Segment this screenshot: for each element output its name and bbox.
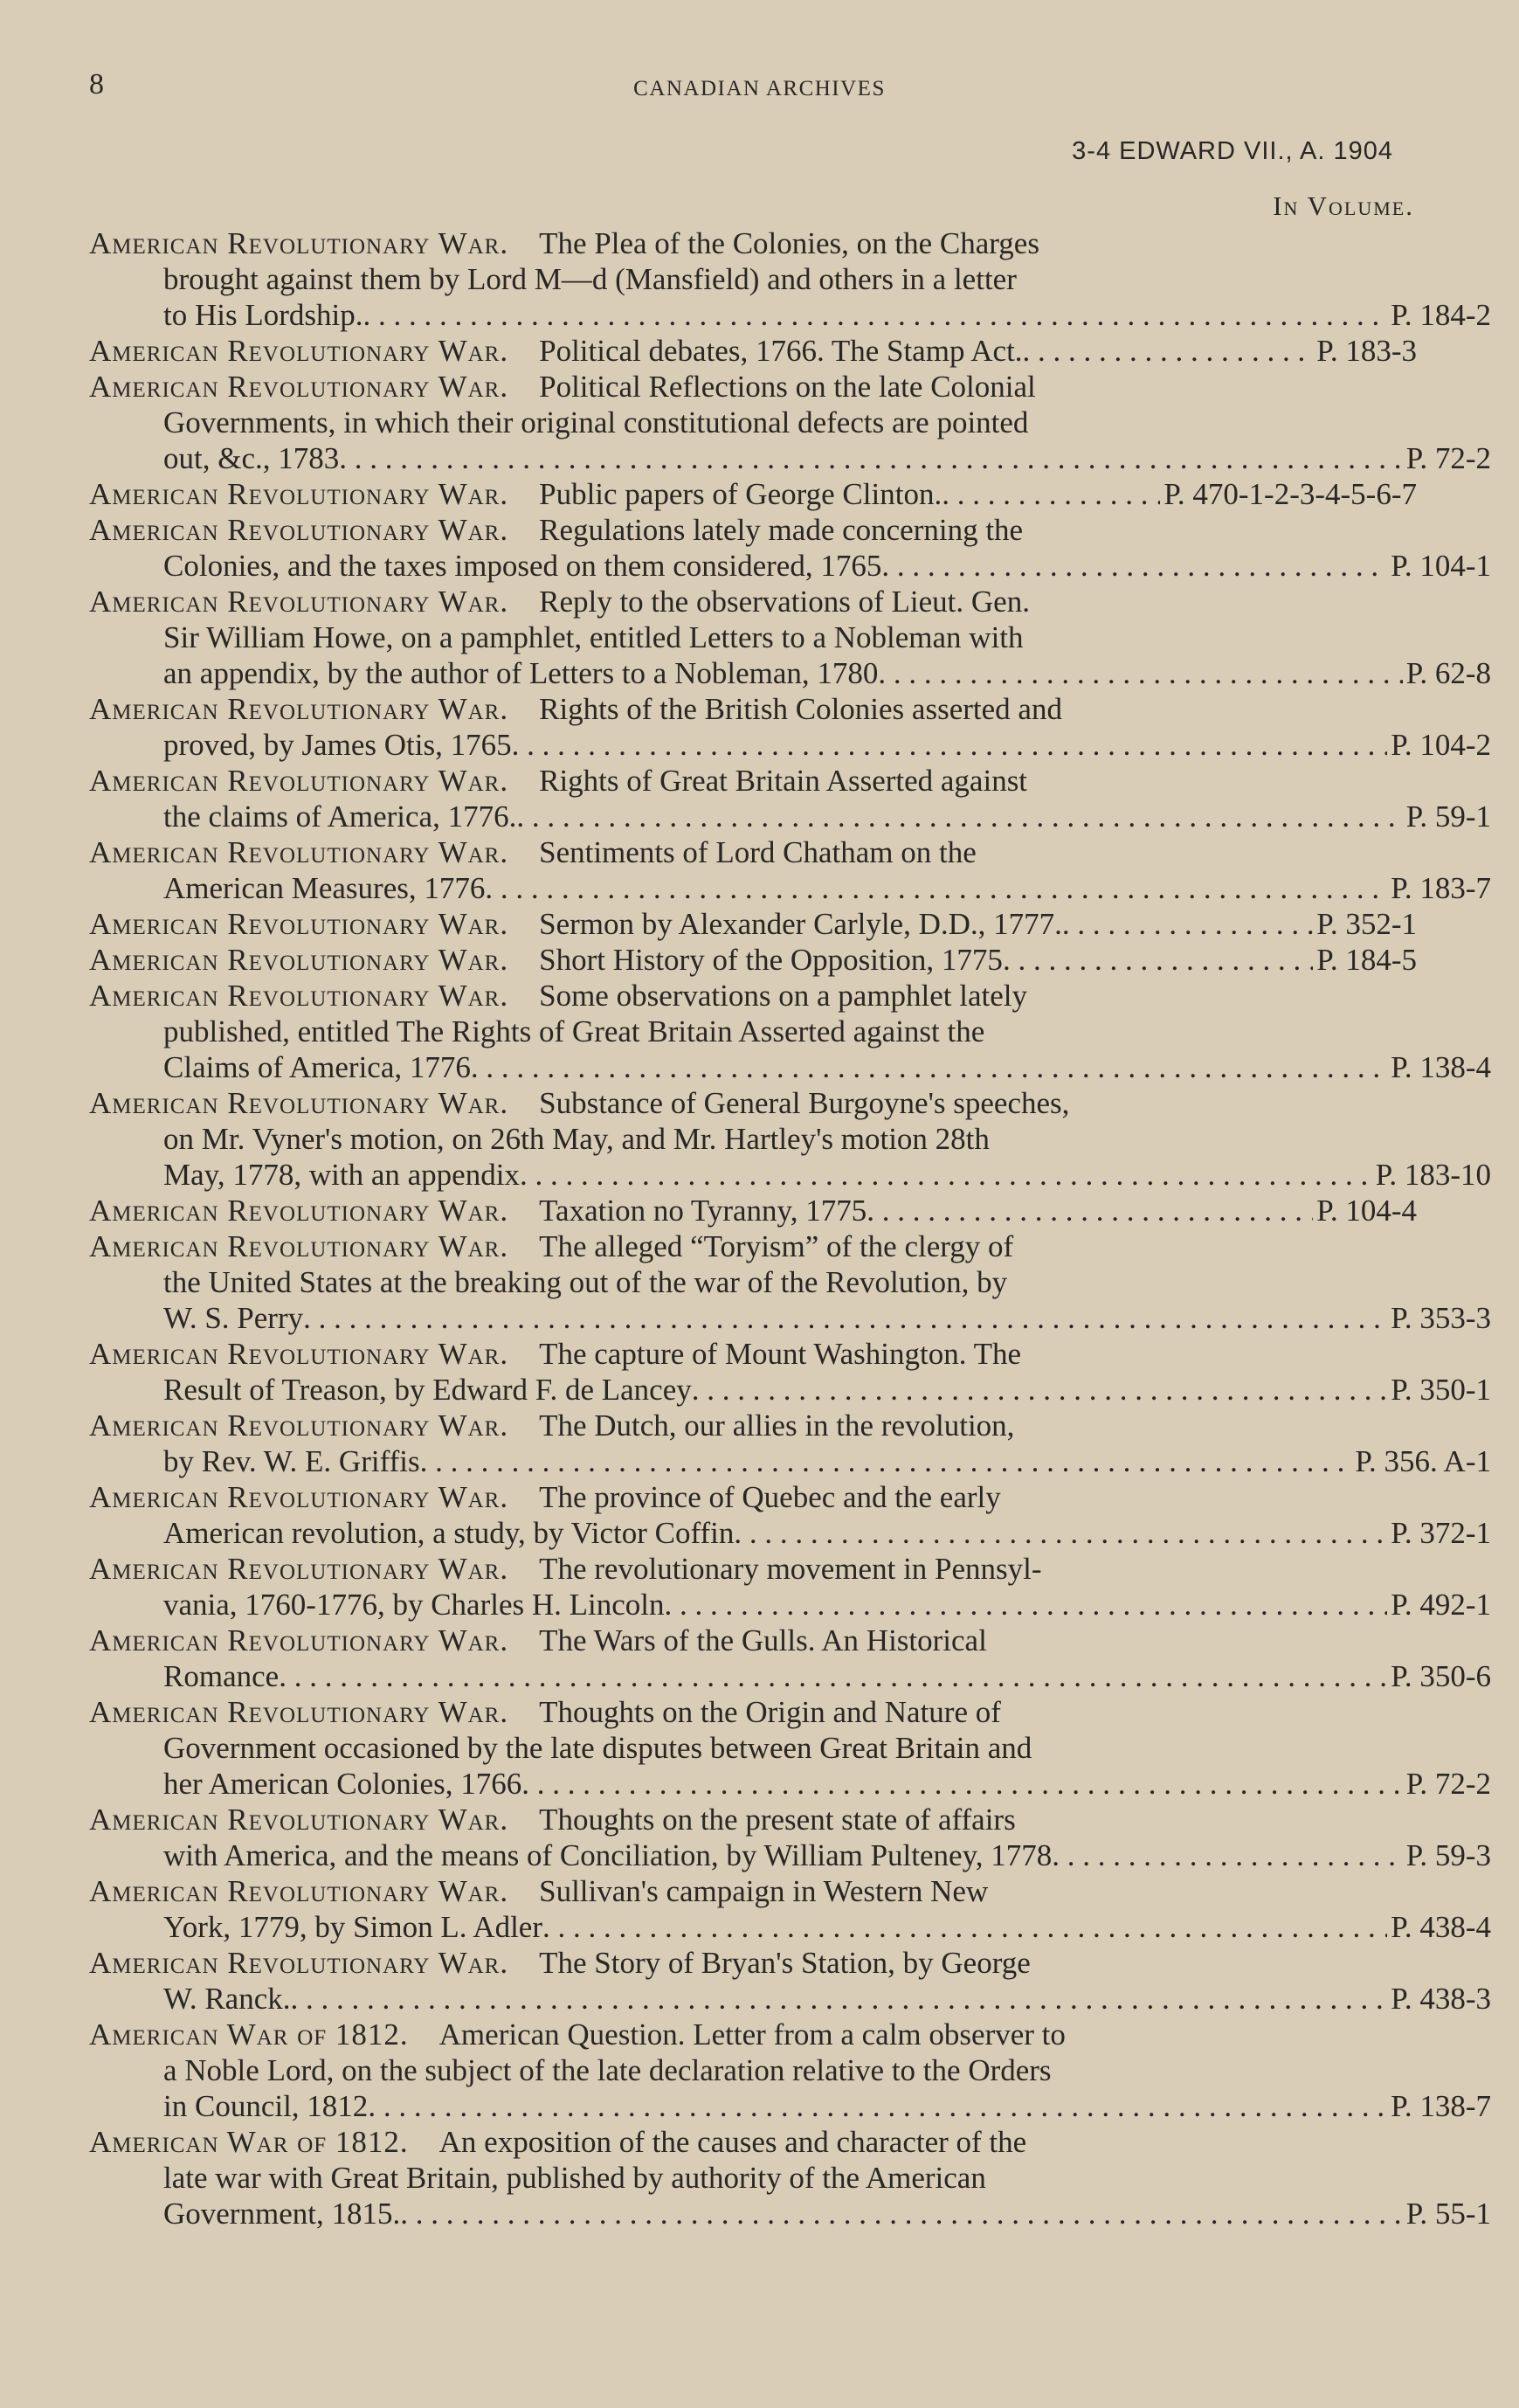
entry-text: American Measures, 1776 <box>163 871 486 905</box>
index-entry <box>89 1408 1491 1479</box>
entry-text: Sentiments of Lord Chatham on the <box>539 835 977 869</box>
entry-line <box>89 978 1242 1014</box>
entry-text: published, entitled The Rights of Great Britain Asserted against the <box>163 1014 985 1048</box>
entry-heading: American Revolutionary War. <box>89 692 509 726</box>
entry-text: Thoughts on the present state of affairs <box>539 1803 1016 1837</box>
dot-leader <box>279 1658 1387 1694</box>
volume-reference: P. 72-2 <box>1405 441 1491 475</box>
index-entry <box>89 1336 1491 1408</box>
entry-line <box>89 1193 1417 1228</box>
entry-line <box>89 1873 1242 1909</box>
entry-line <box>89 297 1491 333</box>
volume-reference: P. 184-5 <box>1316 943 1417 977</box>
entry-line <box>89 1587 1491 1623</box>
entry-text-wrap <box>163 1157 520 1193</box>
dot-leader <box>485 870 1387 906</box>
entry-text: Result of Treason, by Edward F. de Lancey <box>163 1373 692 1407</box>
entry-text-wrap <box>163 1300 303 1336</box>
entry-text-wrap <box>163 2088 368 2124</box>
dot-leader <box>734 1515 1387 1551</box>
entry-line <box>89 1551 1242 1587</box>
entry-text-wrap <box>89 333 1023 369</box>
dot-leader <box>368 2088 1387 2124</box>
dot-leader <box>1003 942 1313 978</box>
entry-text: vania, 1760-1776, by Charles H. Lincoln <box>163 1588 665 1622</box>
entry-text: The revolutionary movement in Pennsyl- <box>539 1552 1042 1586</box>
entry-text: brought against them by Lord M—d (Mansfield) and others in a letter <box>163 262 1017 296</box>
index-entry <box>89 584 1491 691</box>
entry-text: an appendix, by the author of Letters to a Nobleman, 1780 <box>163 656 879 690</box>
entry-text-wrap <box>163 2196 400 2232</box>
entry-text-wrap <box>163 1909 542 1945</box>
volume-reference: P. 492-1 <box>1391 1588 1491 1622</box>
index-entry <box>89 225 1491 333</box>
entry-text-wrap <box>89 369 1036 405</box>
entry-line <box>89 1730 1242 1766</box>
entry-text: Government occasioned by the late disputes between Great Britain and <box>163 1731 1032 1765</box>
entry-text: W. S. Perry <box>163 1301 304 1335</box>
index-entry <box>89 1085 1491 1193</box>
entry-line <box>89 1981 1491 2017</box>
entry-text-wrap <box>89 691 1062 727</box>
volume-reference: P. 352-1 <box>1316 907 1417 941</box>
entry-text-wrap <box>163 727 512 763</box>
entry-text: Reply to the observations of Lieut. Gen. <box>539 585 1030 619</box>
volume-reference: P. 353-3 <box>1391 1301 1491 1335</box>
entry-text-wrap <box>163 261 1017 297</box>
entry-text-wrap <box>163 1515 734 1551</box>
entry-text: her American Colonies, 1766 <box>163 1767 522 1801</box>
volume-reference: P. 59-1 <box>1405 799 1491 834</box>
dot-leader <box>867 1193 1313 1228</box>
entry-line <box>89 1300 1491 1336</box>
entry-text: Sermon by Alexander Carlyle, D.D., 1777. <box>539 907 1062 941</box>
volume-reference: P. 104-4 <box>1316 1194 1417 1228</box>
dot-leader <box>1052 1837 1402 1873</box>
entry-line <box>89 763 1242 799</box>
session-label: 3-4 EDWARD VII., A. 1904 <box>1072 137 1393 165</box>
entry-line <box>89 1085 1242 1121</box>
entry-text: Government, 1815. <box>163 2197 401 2231</box>
entry-text: Regulations lately made concerning the <box>539 513 1024 547</box>
entry-text-wrap <box>89 978 1027 1014</box>
index-entry <box>89 2017 1491 2124</box>
entry-text: Rights of the British Colonies asserted and <box>539 692 1062 726</box>
entry-line <box>89 655 1491 691</box>
entry-heading: American Revolutionary War. <box>89 1552 509 1586</box>
entry-text: May, 1778, with an appendix <box>163 1158 520 1192</box>
entry-text: Sullivan's campaign in Western New <box>539 1874 989 1908</box>
dot-leader <box>303 1300 1387 1336</box>
entry-text-wrap <box>163 1264 1007 1300</box>
entry-line <box>89 261 1242 297</box>
entry-text-wrap <box>163 1730 1032 1766</box>
entry-heading: American Revolutionary War. <box>89 334 509 368</box>
dot-leader <box>1023 333 1314 369</box>
entry-line <box>89 2160 1242 2196</box>
entry-line <box>89 1909 1491 1945</box>
entry-text-wrap <box>89 476 942 512</box>
dot-leader <box>665 1587 1388 1623</box>
dot-leader <box>339 440 1403 476</box>
entry-line <box>89 2124 1242 2160</box>
entry-text: late war with Great Britain, published by authority of the American <box>163 2161 986 2195</box>
entry-text: American revolution, a study, by Victor Coffin <box>163 1516 735 1550</box>
entry-text-wrap <box>89 763 1027 799</box>
index-entry <box>89 1193 1417 1228</box>
entry-text: The Plea of the Colonies, on the Charges <box>539 226 1039 260</box>
entry-text-wrap <box>163 799 516 834</box>
dot-leader <box>542 1909 1387 1945</box>
entry-text: Taxation no Tyranny, 1775 <box>539 1194 867 1228</box>
entry-line <box>89 799 1491 834</box>
entry-text: Romance <box>163 1659 280 1693</box>
entry-line <box>89 548 1491 584</box>
entry-line <box>89 1766 1491 1802</box>
entry-line <box>89 1228 1242 1264</box>
entry-text-wrap <box>89 225 1039 261</box>
entry-heading: American Revolutionary War. <box>89 1946 509 1980</box>
entry-line <box>89 727 1491 763</box>
volume-reference: P. 55-1 <box>1405 2197 1491 2231</box>
entry-text: Political debates, 1766. The Stamp Act. <box>539 334 1023 368</box>
index-entry <box>89 763 1491 834</box>
volume-reference: P. 104-1 <box>1391 549 1491 583</box>
volume-reference: P. 183-10 <box>1375 1158 1491 1192</box>
entry-text-wrap <box>163 2160 986 2196</box>
entry-line <box>89 1945 1242 1981</box>
entry-text: Sir William Howe, on a pamphlet, entitled Letters to a Nobleman with <box>163 620 1024 654</box>
entry-line <box>89 1623 1242 1658</box>
index-entry <box>89 978 1491 1085</box>
index-entry <box>89 942 1417 978</box>
index-entry <box>89 476 1417 512</box>
entry-text: Governments, in which their original constitutional defects are pointed <box>163 405 1029 439</box>
entry-heading: American Revolutionary War. <box>89 764 509 798</box>
entry-text-wrap <box>163 870 485 906</box>
index-entry <box>89 1945 1491 2017</box>
entry-text-wrap <box>89 1873 988 1909</box>
entry-text-wrap <box>89 1479 1001 1515</box>
entry-line <box>89 1443 1491 1479</box>
entry-line <box>89 834 1242 870</box>
index-entry <box>89 1479 1491 1551</box>
volume-reference: P. 372-1 <box>1391 1516 1491 1550</box>
entry-line <box>89 440 1491 476</box>
index-entry <box>89 1873 1491 1945</box>
entry-line <box>89 512 1242 548</box>
entry-line <box>89 1049 1491 1085</box>
entry-text-wrap <box>163 1443 420 1479</box>
entry-text-wrap <box>89 1802 1016 1837</box>
entry-text-wrap <box>89 2017 1066 2052</box>
entry-heading: American Revolutionary War. <box>89 226 509 260</box>
entry-text-wrap <box>163 1658 279 1694</box>
entry-line <box>89 333 1417 369</box>
volume-reference: P. 438-4 <box>1391 1910 1491 1944</box>
entry-text: proved, by James Otis, 1765 <box>163 728 512 762</box>
entry-line <box>89 584 1242 619</box>
volume-reference: P. 62-8 <box>1405 656 1491 690</box>
index-entry <box>89 1228 1491 1336</box>
entry-text-wrap <box>163 1049 471 1085</box>
volume-reference: P. 356. A-1 <box>1355 1444 1491 1478</box>
index-entry <box>89 1623 1491 1694</box>
entry-text-wrap <box>89 1193 867 1228</box>
entry-line <box>89 2052 1242 2088</box>
entry-heading: American Revolutionary War. <box>89 477 509 511</box>
column-label: In Volume. <box>1273 190 1414 221</box>
dot-leader <box>420 1443 1352 1479</box>
entry-text-wrap <box>163 619 1024 655</box>
index-entry <box>89 691 1491 763</box>
volume-reference: P. 72-2 <box>1405 1767 1491 1801</box>
volume-reference: P. 470-1-2-3-4-5-6-7 <box>1163 477 1417 511</box>
entry-text-wrap <box>89 906 1062 942</box>
entry-text: the United States at the breaking out of the war of the Revolution, by <box>163 1265 1008 1299</box>
entry-text: the claims of America, 1776. <box>163 799 517 834</box>
entry-text: Rights of Great Britain Asserted against <box>539 764 1028 798</box>
index-entry <box>89 1694 1491 1802</box>
entry-text: Colonies, and the taxes imposed on them considered, 1765 <box>163 549 882 583</box>
entry-text: Substance of General Burgoyne's speeches, <box>539 1086 1070 1120</box>
entry-text: York, 1779, by Simon L. Adler <box>163 1910 542 1944</box>
entry-text: to His Lordship. <box>163 298 363 332</box>
entry-line <box>89 906 1417 942</box>
index-entry <box>89 1551 1491 1623</box>
entry-text-wrap <box>163 1837 1052 1873</box>
index-entry <box>89 2124 1491 2232</box>
entry-text: W. Ranck. <box>163 1982 291 2016</box>
entry-text-wrap <box>163 297 362 333</box>
entry-text-wrap <box>89 834 977 870</box>
entry-text-wrap <box>163 1587 665 1623</box>
entry-text-wrap <box>89 1945 1031 1981</box>
entry-heading: American Revolutionary War. <box>89 835 509 869</box>
entry-heading: American Revolutionary War. <box>89 943 509 977</box>
index-entry <box>89 369 1491 476</box>
dot-leader <box>521 1766 1403 1802</box>
entry-line <box>89 1372 1491 1408</box>
dot-leader <box>878 655 1402 691</box>
entry-text-wrap <box>89 512 1023 548</box>
volume-reference: P. 184-2 <box>1391 298 1491 332</box>
dot-leader <box>291 1981 1388 2017</box>
entry-text: with America, and the means of Conciliation, by William Pulteney, 1778 <box>163 1838 1053 1872</box>
volume-reference: P. 138-7 <box>1391 2089 1491 2123</box>
entry-heading: American Revolutionary War. <box>89 1194 509 1228</box>
dot-leader <box>1062 906 1313 942</box>
entry-text-wrap <box>163 655 878 691</box>
entry-line <box>89 225 1242 261</box>
dot-leader <box>881 548 1387 584</box>
entry-line <box>89 1336 1242 1372</box>
entry-text: The Story of Bryan's Station, by George <box>539 1946 1031 1980</box>
entry-text-wrap <box>89 2124 1026 2160</box>
entry-text: Thoughts on the Origin and Nature of <box>539 1695 1001 1729</box>
index-entry <box>89 512 1491 584</box>
entry-line <box>89 1408 1242 1443</box>
entry-text: on Mr. Vyner's motion, on 26th May, and Mr. Hartley's motion 28th <box>163 1122 990 1156</box>
entry-heading: American War of 1812. <box>89 2017 409 2052</box>
dot-leader <box>942 476 1160 512</box>
entry-text: The capture of Mount Washington. The <box>539 1337 1021 1371</box>
entry-heading: American Revolutionary War. <box>89 1623 509 1657</box>
volume-reference: P. 138-4 <box>1391 1050 1491 1084</box>
entry-line <box>89 619 1242 655</box>
entry-heading: American Revolutionary War. <box>89 1874 509 1908</box>
entry-heading: American Revolutionary War. <box>89 1695 509 1729</box>
entry-heading: American Revolutionary War. <box>89 370 509 404</box>
index-entry <box>89 1802 1491 1873</box>
entry-heading: American Revolutionary War. <box>89 513 509 547</box>
entry-text-wrap <box>163 1014 984 1049</box>
entry-text: in Council, 1812 <box>163 2089 369 2123</box>
entry-text: a Noble Lord, on the subject of the late declaration relative to the Orders <box>163 2053 1052 2087</box>
volume-reference: P. 183-7 <box>1391 871 1491 905</box>
entry-text: Claims of America, 1776 <box>163 1050 471 1084</box>
entry-text-wrap <box>89 1551 1042 1587</box>
entry-text: The alleged “Toryism” of the clergy of <box>539 1229 1014 1263</box>
entry-text-wrap <box>163 1372 692 1408</box>
dot-leader <box>692 1372 1388 1408</box>
entry-text-wrap <box>163 1981 291 2017</box>
entry-line <box>89 1837 1491 1873</box>
dot-leader <box>520 1157 1372 1193</box>
entry-text-wrap <box>163 1121 990 1157</box>
dot-leader <box>471 1049 1387 1085</box>
entry-heading: American War of 1812. <box>89 2125 409 2159</box>
index-entry <box>89 333 1417 369</box>
page-number: 8 <box>89 68 104 100</box>
entry-text-wrap <box>89 1085 1069 1121</box>
entry-text-wrap <box>89 1623 987 1658</box>
entry-line <box>89 1694 1242 1730</box>
volume-reference: P. 350-1 <box>1391 1373 1491 1407</box>
entry-heading: American Revolutionary War. <box>89 907 509 941</box>
entry-line <box>89 369 1242 405</box>
entry-text-wrap <box>163 548 881 584</box>
entry-text: Public papers of George Clinton. <box>539 477 942 511</box>
entry-text-wrap <box>163 405 1028 440</box>
entry-text-wrap <box>89 1336 1021 1372</box>
index-entry <box>89 906 1417 942</box>
entry-line <box>89 691 1242 727</box>
entry-text-wrap <box>89 1694 1001 1730</box>
entry-heading: American Revolutionary War. <box>89 585 509 619</box>
entry-line <box>89 1802 1242 1837</box>
dot-leader <box>362 297 1387 333</box>
entry-line <box>89 1157 1491 1193</box>
entry-line <box>89 1479 1242 1515</box>
entry-line <box>89 942 1417 978</box>
entry-text: The province of Quebec and the early <box>539 1480 1001 1514</box>
entry-line <box>89 1264 1242 1300</box>
entry-line <box>89 1658 1491 1694</box>
entry-text: out, &c., 1783 <box>163 441 340 475</box>
entry-line <box>89 2196 1491 2232</box>
entry-text-wrap <box>89 942 1003 978</box>
entry-line <box>89 1515 1491 1551</box>
entry-line <box>89 476 1417 512</box>
entry-heading: American Revolutionary War. <box>89 1229 509 1263</box>
entry-text: Some observations on a pamphlet lately <box>539 979 1028 1013</box>
dot-leader <box>512 727 1388 763</box>
entry-text-wrap <box>163 1766 521 1802</box>
running-title: CANADIAN ARCHIVES <box>633 77 886 100</box>
entry-line <box>89 2017 1242 2052</box>
entry-line <box>89 2088 1491 2124</box>
volume-reference: P. 350-6 <box>1391 1659 1491 1693</box>
volume-reference: P. 104-2 <box>1391 728 1491 762</box>
entry-text: by Rev. W. E. Griffis <box>163 1444 420 1478</box>
volume-reference: P. 183-3 <box>1316 334 1417 368</box>
entry-heading: American Revolutionary War. <box>89 979 509 1013</box>
entry-text: The Dutch, our allies in the revolution, <box>539 1408 1015 1443</box>
entry-text: Political Reflections on the late Colonial <box>539 370 1036 404</box>
entry-text: Short History of the Opposition, 1775 <box>539 943 1003 977</box>
entry-heading: American Revolutionary War. <box>89 1337 509 1371</box>
volume-reference: P. 59-3 <box>1405 1838 1491 1872</box>
entry-line <box>89 405 1242 440</box>
entry-text: American Question. Letter from a calm observer to <box>438 2017 1066 2052</box>
entry-text-wrap <box>89 584 1030 619</box>
entry-line <box>89 870 1491 906</box>
entry-text-wrap <box>89 1408 1014 1443</box>
entry-text-wrap <box>163 440 339 476</box>
entry-heading: American Revolutionary War. <box>89 1408 509 1443</box>
dot-leader <box>516 799 1402 834</box>
entry-text: An exposition of the causes and character of the <box>438 2125 1027 2159</box>
entry-heading: American Revolutionary War. <box>89 1480 509 1514</box>
entry-line <box>89 1014 1242 1049</box>
entry-heading: American Revolutionary War. <box>89 1086 509 1120</box>
entry-heading: American Revolutionary War. <box>89 1803 509 1837</box>
index-entries <box>89 225 1491 2232</box>
dot-leader <box>400 2196 1403 2232</box>
entry-text-wrap <box>163 2052 1052 2088</box>
entry-line <box>89 1121 1242 1157</box>
volume-reference: P. 438-3 <box>1391 1982 1491 2016</box>
entry-text: The Wars of the Gulls. An Historical <box>539 1623 987 1657</box>
index-entry <box>89 834 1491 906</box>
entry-text-wrap <box>89 1228 1013 1264</box>
